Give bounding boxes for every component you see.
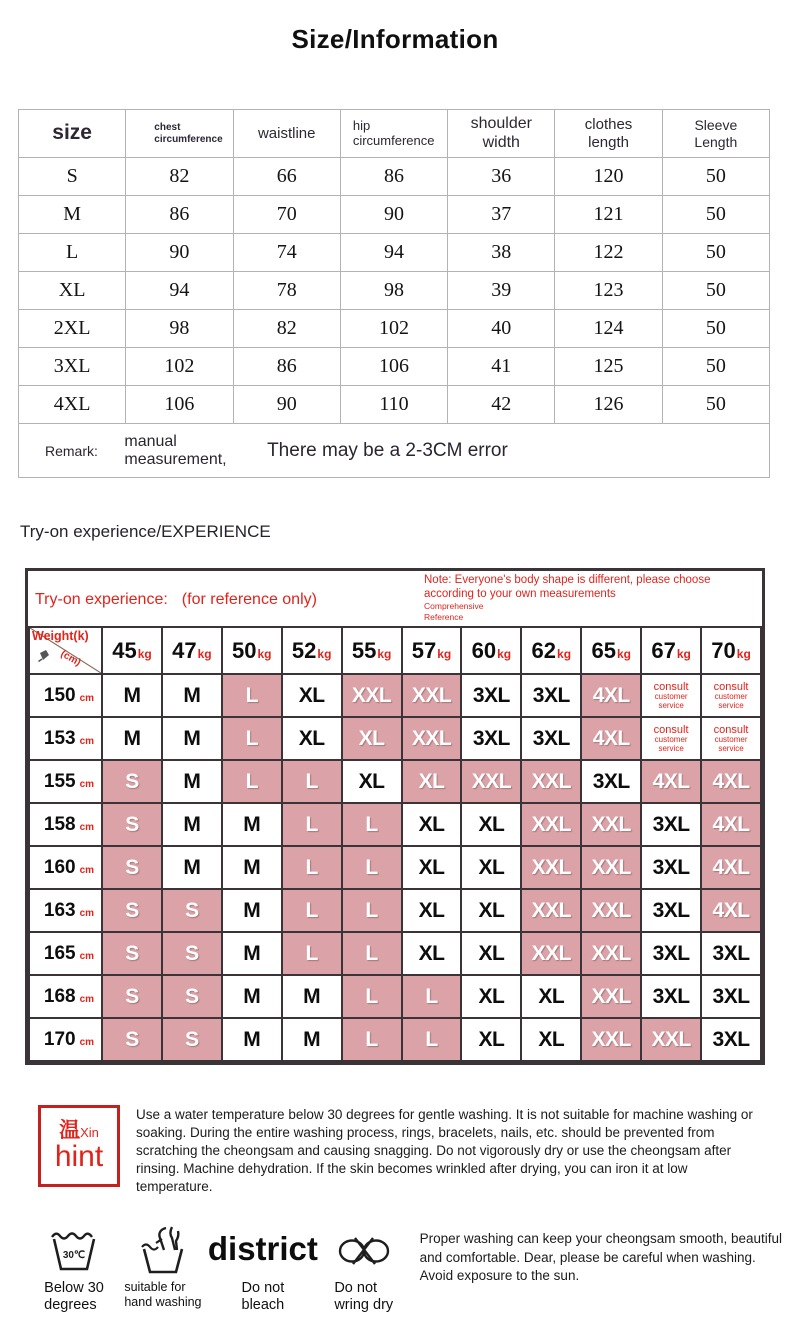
measurement-cell: 36	[448, 158, 555, 196]
size-name-cell: M	[19, 196, 126, 234]
measurement-cell: 106	[340, 348, 447, 386]
recommended-size-cell: S	[102, 889, 162, 932]
recommended-size-cell: 3XL	[641, 932, 701, 975]
weight-height-corner-cell: Weight(k) (cm)	[29, 627, 102, 674]
recommended-size-cell: S	[102, 803, 162, 846]
recommended-size-cell: L	[342, 1018, 402, 1061]
recommended-size-cell: XXL	[521, 889, 581, 932]
recommended-size-cell: XL	[282, 674, 342, 717]
hand-wash-icon	[135, 1222, 191, 1280]
recommended-size-cell: M	[162, 717, 222, 760]
measurement-cell: 39	[448, 272, 555, 310]
tryon-row-168cm	[29, 975, 761, 1018]
recommended-size-cell: 3XL	[701, 932, 761, 975]
recommended-size-cell: 3XL	[581, 760, 641, 803]
recommended-size-cell: M	[282, 975, 342, 1018]
measurement-cell: 121	[555, 196, 662, 234]
measurement-cell: 98	[126, 310, 233, 348]
weight-header-70kg: 70kg	[701, 627, 761, 674]
size-table-row	[19, 348, 770, 386]
recommended-size-cell: L	[402, 975, 462, 1018]
measurement-cell: 124	[555, 310, 662, 348]
weight-header-65kg: 65kg	[581, 627, 641, 674]
size-table-row	[19, 234, 770, 272]
measurement-cell: 50	[662, 158, 769, 196]
recommended-size-cell: S	[102, 1018, 162, 1061]
height-header-163cm: 163 cm	[29, 889, 102, 932]
recommended-size-cell: L	[282, 760, 342, 803]
recommended-size-cell: M	[282, 1018, 342, 1061]
no-bleach-text: district	[207, 1230, 318, 1268]
recommended-size-cell: XL	[521, 1018, 581, 1061]
weight-header-45kg: 45kg	[102, 627, 162, 674]
recommended-size-cell: XL	[402, 889, 462, 932]
recommended-size-cell: 4XL	[701, 846, 761, 889]
care-item-no-bleach	[208, 1222, 318, 1313]
recommended-size-cell: XXL	[521, 932, 581, 975]
care-note-text: Proper washing can keep your cheongsam smooth, beautiful and comfortable. Dear, please be careful when washing. Avoid exposure to the sun.	[419, 1231, 783, 1283]
recommended-size-cell: M	[162, 803, 222, 846]
recommended-size-cell: XXL	[402, 717, 462, 760]
measurement-cell: 123	[555, 272, 662, 310]
care-item-label: Do not wring dry	[334, 1280, 394, 1314]
height-header-160cm: 160 cm	[29, 846, 102, 889]
size-info-page	[0, 24, 790, 1314]
measurement-cell: 90	[126, 234, 233, 272]
tryon-row-160cm	[29, 846, 761, 889]
recommended-size-cell: XXL	[641, 1018, 701, 1061]
measurement-cell: 40	[448, 310, 555, 348]
recommended-size-cell: S	[162, 889, 222, 932]
recommended-size-cell: M	[102, 674, 162, 717]
measurement-cell: 86	[340, 158, 447, 196]
measurement-cell: 86	[233, 348, 340, 386]
measurement-cell: 98	[340, 272, 447, 310]
no-wring-icon	[335, 1222, 393, 1280]
measurement-cell: 42	[448, 386, 555, 424]
measurement-cell: 41	[448, 348, 555, 386]
care-item-no-wring	[318, 1222, 410, 1313]
recommended-size-cell: 4XL	[701, 760, 761, 803]
recommended-size-cell: L	[282, 803, 342, 846]
height-header-170cm: 170 cm	[29, 1018, 102, 1061]
recommended-size-cell: XL	[461, 846, 521, 889]
recommended-size-cell: 4XL	[641, 760, 701, 803]
measurement-cell: 126	[555, 386, 662, 424]
size-col-header: size	[19, 110, 126, 158]
tryon-row-163cm	[29, 889, 761, 932]
measurement-cell: 50	[662, 386, 769, 424]
recommended-size-cell: M	[222, 1018, 282, 1061]
recommended-size-cell: S	[102, 846, 162, 889]
size-table-row	[19, 310, 770, 348]
size-table	[18, 109, 770, 478]
recommended-size-cell: L	[282, 889, 342, 932]
recommended-size-cell: XL	[342, 760, 402, 803]
care-icons-row	[30, 1222, 790, 1313]
recommended-size-cell: XL	[461, 932, 521, 975]
hint-box: 温Xin hint	[38, 1105, 120, 1187]
measurement-cell: 82	[233, 310, 340, 348]
measurement-cell: 50	[662, 310, 769, 348]
consult-customer-service-cell: consult customer service	[641, 717, 701, 760]
measurement-cell: 50	[662, 234, 769, 272]
recommended-size-cell: XXL	[521, 760, 581, 803]
measurement-cell: 82	[126, 158, 233, 196]
size-table-row	[19, 158, 770, 196]
measurement-cell: 38	[448, 234, 555, 272]
recommended-size-cell: XL	[461, 889, 521, 932]
size-col-header: hip circumference	[340, 110, 447, 158]
recommended-size-cell: M	[162, 760, 222, 803]
recommended-size-cell: 3XL	[641, 889, 701, 932]
remark-manual-measurement: manual measurement,	[124, 432, 227, 468]
height-header-168cm: 168 cm	[29, 975, 102, 1018]
washing-hint-text: Use a water temperature below 30 degrees for gentle washing. It is not suitable for machine washing or soaking. During the entire washing process, rings, bracelets, nails, etc. should be prevented from scratching the cheongsam and causing snagging. Do not vigorously dry or use the cheongsam after rinsing. Machine dehydration. If the skin becomes wrinkled after drying, you can iron it at low temperature.	[136, 1107, 753, 1195]
recommended-size-cell: XL	[521, 975, 581, 1018]
height-header-155cm: 155 cm	[29, 760, 102, 803]
size-table-row	[19, 196, 770, 234]
measurement-cell: 37	[448, 196, 555, 234]
recommended-size-cell: 3XL	[701, 1018, 761, 1061]
recommended-size-cell: S	[162, 932, 222, 975]
size-name-cell: S	[19, 158, 126, 196]
recommended-size-cell: XXL	[402, 674, 462, 717]
recommended-size-cell: L	[222, 760, 282, 803]
recommended-size-cell: XL	[461, 1018, 521, 1061]
recommended-size-cell: XL	[402, 760, 462, 803]
recommended-size-cell: 4XL	[701, 889, 761, 932]
weight-header-50kg: 50kg	[222, 627, 282, 674]
measurement-cell: 90	[340, 196, 447, 234]
weight-header-52kg: 52kg	[282, 627, 342, 674]
weight-header-67kg: 67kg	[641, 627, 701, 674]
recommended-size-cell: M	[162, 846, 222, 889]
height-header-165cm: 165 cm	[29, 932, 102, 975]
measurement-cell: 90	[233, 386, 340, 424]
recommended-size-cell: 3XL	[461, 717, 521, 760]
recommended-size-cell: S	[102, 975, 162, 1018]
svg-text:30℃: 30℃	[62, 1250, 86, 1262]
size-name-cell: L	[19, 234, 126, 272]
measurement-cell: 86	[126, 196, 233, 234]
size-col-header: chest circumference	[126, 110, 233, 158]
weight-header-55kg: 55kg	[342, 627, 402, 674]
size-name-cell: 3XL	[19, 348, 126, 386]
recommended-size-cell: M	[162, 674, 222, 717]
measurement-cell: 50	[662, 348, 769, 386]
measurement-cell: 102	[340, 310, 447, 348]
measurement-cell: 120	[555, 158, 662, 196]
recommended-size-cell: 3XL	[521, 674, 581, 717]
size-table-row	[19, 272, 770, 310]
size-table-row	[19, 386, 770, 424]
measurement-cell: 102	[126, 348, 233, 386]
height-header-158cm: 158 cm	[29, 803, 102, 846]
recommended-size-cell: L	[402, 1018, 462, 1061]
measurement-cell: 122	[555, 234, 662, 272]
measurement-cell: 110	[340, 386, 447, 424]
hint-word: hint	[54, 1139, 104, 1173]
measurement-cell: 94	[340, 234, 447, 272]
hint-chinese-char: 温	[59, 1118, 81, 1142]
size-col-header: waistline	[233, 110, 340, 158]
size-table-header-row	[19, 110, 770, 158]
recommended-size-cell: XL	[402, 803, 462, 846]
recommended-size-cell: M	[102, 717, 162, 760]
height-header-153cm: 153 cm	[29, 717, 102, 760]
recommended-size-cell: XXL	[461, 760, 521, 803]
recommended-size-cell: XXL	[342, 674, 402, 717]
measurement-cell: 94	[126, 272, 233, 310]
tryon-row-150cm	[29, 674, 761, 717]
measurement-cell: 50	[662, 196, 769, 234]
recommended-size-cell: 3XL	[641, 975, 701, 1018]
weight-header-57kg: 57kg	[402, 627, 462, 674]
recommended-size-cell: L	[222, 674, 282, 717]
recommended-size-cell: L	[342, 889, 402, 932]
wash-30-icon	[49, 1222, 99, 1280]
recommended-size-cell: XL	[342, 717, 402, 760]
size-col-header: shoulder width	[448, 110, 555, 158]
recommended-size-cell: L	[342, 975, 402, 1018]
weight-scale-icon	[37, 649, 51, 667]
recommended-size-cell: S	[102, 932, 162, 975]
recommended-size-cell: L	[342, 803, 402, 846]
recommended-size-cell: 3XL	[701, 975, 761, 1018]
measurement-cell: 106	[126, 386, 233, 424]
recommended-size-cell: L	[222, 717, 282, 760]
recommended-size-cell: XXL	[521, 846, 581, 889]
recommended-size-cell: S	[102, 760, 162, 803]
size-name-cell: 2XL	[19, 310, 126, 348]
recommended-size-cell: 4XL	[581, 717, 641, 760]
tryon-row-165cm	[29, 932, 761, 975]
remark-label: Remark:	[45, 442, 98, 459]
tryon-titlebar	[28, 571, 762, 626]
tryon-row-158cm	[29, 803, 761, 846]
measurement-cell: 74	[233, 234, 340, 272]
consult-customer-service-cell: consult customer service	[701, 717, 761, 760]
remark-error-text: There may be a 2-3CM error	[267, 439, 508, 461]
recommended-size-cell: XL	[282, 717, 342, 760]
tryon-row-170cm	[29, 1018, 761, 1061]
measurement-cell: 70	[233, 196, 340, 234]
tryon-table	[28, 626, 762, 1062]
recommended-size-cell: XL	[461, 975, 521, 1018]
weight-header-62kg: 62kg	[521, 627, 581, 674]
recommended-size-cell: S	[162, 975, 222, 1018]
recommended-size-cell: M	[222, 975, 282, 1018]
recommended-size-cell: L	[342, 846, 402, 889]
recommended-size-cell: 3XL	[521, 717, 581, 760]
height-header-150cm: 150 cm	[29, 674, 102, 717]
hint-section	[38, 1105, 790, 1196]
recommended-size-cell: XXL	[581, 975, 641, 1018]
care-item-hand-wash	[118, 1222, 208, 1309]
recommended-size-cell: M	[222, 889, 282, 932]
recommended-size-cell: XXL	[581, 889, 641, 932]
page-title: Size/Information	[291, 24, 499, 54]
tryon-table-box	[25, 568, 765, 1065]
recommended-size-cell: XL	[461, 803, 521, 846]
tryon-row-155cm	[29, 760, 761, 803]
size-col-header: Sleeve Length	[662, 110, 769, 158]
recommended-size-cell: 4XL	[581, 674, 641, 717]
recommended-size-cell: S	[162, 1018, 222, 1061]
recommended-size-cell: M	[222, 932, 282, 975]
recommended-size-cell: M	[222, 846, 282, 889]
consult-customer-service-cell: consult customer service	[641, 674, 701, 717]
tryon-section-heading: Try-on experience/EXPERIENCE	[20, 522, 271, 541]
tryon-note: Note: Everyone's body shape is different, please choose according to your own measurements Comprehensive Reference	[424, 574, 711, 622]
recommended-size-cell: XL	[402, 932, 462, 975]
measurement-cell: 66	[233, 158, 340, 196]
measurement-cell: 125	[555, 348, 662, 386]
recommended-size-cell: XL	[402, 846, 462, 889]
care-item-label: suitable for hand washing	[124, 1280, 202, 1309]
recommended-size-cell: XXL	[521, 803, 581, 846]
recommended-size-cell: L	[282, 846, 342, 889]
care-item-label: Do not bleach	[241, 1280, 285, 1314]
recommended-size-cell: M	[222, 803, 282, 846]
recommended-size-cell: XXL	[581, 932, 641, 975]
consult-customer-service-cell: consult customer service	[701, 674, 761, 717]
tryon-header-row	[29, 627, 761, 674]
remark-row	[19, 424, 770, 478]
recommended-size-cell: XXL	[581, 1018, 641, 1061]
tryon-title: Try-on experience: (for reference only)	[35, 591, 317, 608]
size-name-cell: XL	[19, 272, 126, 310]
recommended-size-cell: 3XL	[641, 846, 701, 889]
weight-header-60kg: 60kg	[461, 627, 521, 674]
measurement-cell: 78	[233, 272, 340, 310]
care-item-label: Below 30 degrees	[44, 1280, 104, 1314]
size-col-header: clothes length	[555, 110, 662, 158]
measurement-cell: 50	[662, 272, 769, 310]
recommended-size-cell: 4XL	[701, 803, 761, 846]
weight-header-47kg: 47kg	[162, 627, 222, 674]
recommended-size-cell: XXL	[581, 846, 641, 889]
size-name-cell: 4XL	[19, 386, 126, 424]
recommended-size-cell: 3XL	[461, 674, 521, 717]
tryon-row-153cm	[29, 717, 761, 760]
recommended-size-cell: L	[342, 932, 402, 975]
care-item-wash-30	[30, 1222, 118, 1313]
recommended-size-cell: XXL	[581, 803, 641, 846]
recommended-size-cell: L	[282, 932, 342, 975]
recommended-size-cell: 3XL	[641, 803, 701, 846]
